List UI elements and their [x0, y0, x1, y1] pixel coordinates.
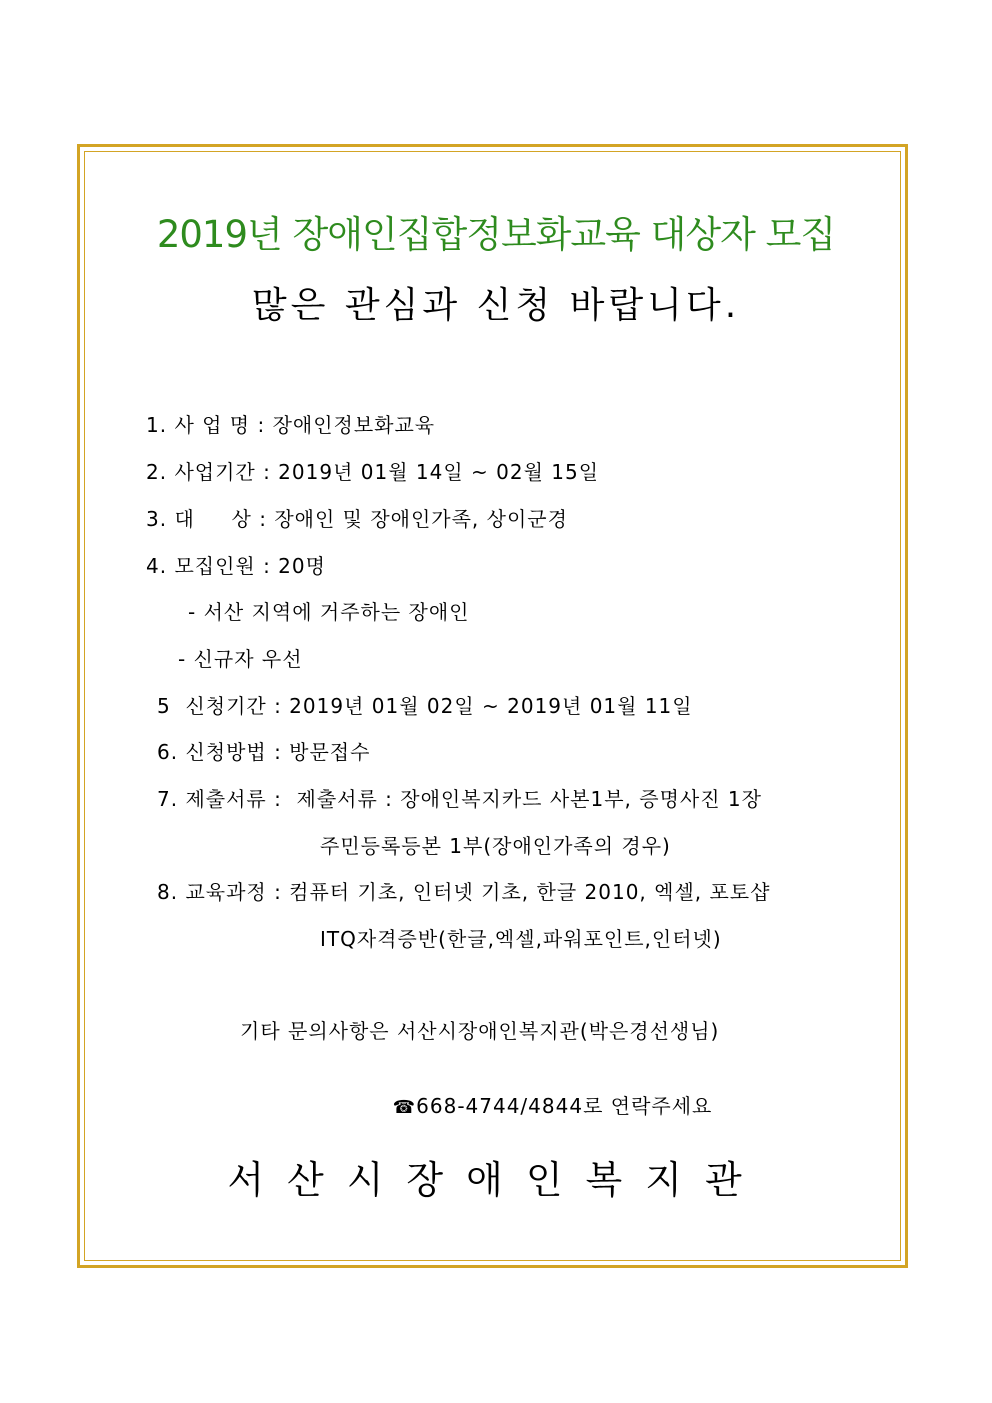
- item-documents-cont: 주민등록등본 1부(장애인가족의 경우): [320, 834, 671, 858]
- organization-name: 서산시장애인복지관: [227, 1158, 765, 1202]
- item-recruit-note-2: - 신규자 우선: [178, 647, 303, 671]
- notice-subtitle: 많은 관심과 신청 바랍니다.: [251, 285, 741, 326]
- notice-title: 2019년 장애인집합정보화교육 대상자 모집: [156, 213, 836, 256]
- item-documents: 7. 제출서류 : 제출서류 : 장애인복지카드 사본1부, 증명사진 1장: [157, 787, 762, 811]
- item-business-name: 1. 사 업 명 : 장애인정보화교육: [146, 413, 436, 437]
- contact-phone-text: 668-4744/4844로 연락주세요: [416, 1094, 713, 1118]
- contact-line-2: [378, 1064, 712, 1122]
- contact-line-1: 기타 문의사항은 서산시장애인복지관(박은경선생님): [240, 1019, 720, 1043]
- item-course-cont: ITQ자격증반(한글,엑셀,파워포인트,인터넷): [320, 927, 722, 951]
- item-target: 3. 대 상 : 장애인 및 장애인가족, 상이군경: [146, 507, 568, 531]
- telephone-icon: ☎: [392, 1097, 417, 1118]
- item-apply-period: 5 신청기간 : 2019년 01월 02일 ~ 2019년 01월 11일: [157, 694, 693, 718]
- item-course: 8. 교육과정 : 컴퓨터 기초, 인터넷 기초, 한글 2010, 엑셀, 포토샵: [157, 880, 771, 904]
- item-recruit-count: 4. 모집인원 : 20명: [146, 554, 326, 578]
- item-business-period: 2. 사업기간 : 2019년 01월 14일 ~ 02월 15일: [146, 460, 600, 484]
- item-apply-method: 6. 신청방법 : 방문접수: [157, 740, 371, 764]
- item-recruit-note-1: - 서산 지역에 거주하는 장애인: [188, 600, 470, 624]
